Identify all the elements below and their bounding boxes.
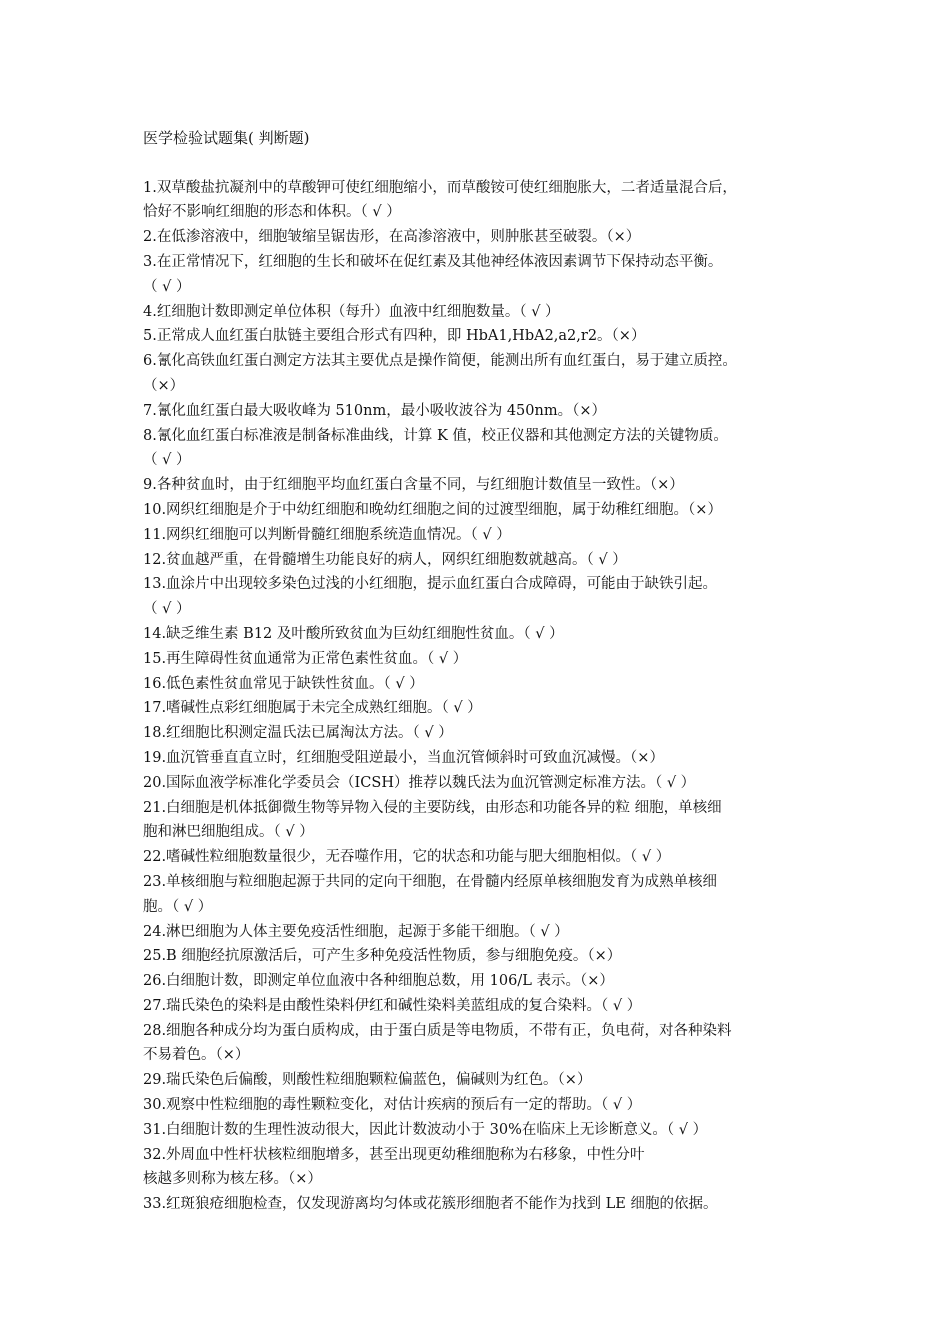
text-line: 25.B 细胞经抗原激活后，可产生多种免疫活性物质，参与细胞免疫。（×） [143, 948, 622, 965]
text-line: 核越多则称为核左移。（×） [143, 1171, 322, 1188]
text-line: 28.细胞各种成分均为蛋白质构成，由于蛋白质是等电物质，不带有正，负电荷，对各种染料 [143, 1022, 732, 1039]
text-line: 5.正常成人血红蛋白肽链主要组合形式有四种，即 HbA1,HbA2,a2,r2。（×） [143, 328, 646, 345]
text-line: 16.低色素性贫血常见于缺铁性贫血。（ √ ） [143, 675, 424, 692]
text-line: （×） [143, 377, 185, 394]
text-line: 22.嗜碱性粒细胞数量很少，无吞噬作用，它的状态和功能与肥大细胞相似。（ √ ） [143, 849, 671, 866]
text-line: 30.观察中性粒细胞的毒性颗粒变化，对估计疾病的预后有一定的帮助。（ √ ） [143, 1097, 642, 1114]
text-line: 29.瑞氏染色后偏酸，则酸性粒细胞颗粒偏蓝色，偏碱则为红色。（×） [143, 1072, 592, 1089]
text-line: 胞和淋巴细胞组成。（ √ ） [143, 824, 314, 841]
text-line: 3.在正常情况下，红细胞的生长和破坏在促红素及其他神经体液因素调节下保持动态平衡。 [143, 253, 723, 270]
text-line: 不易着色。（×） [143, 1047, 250, 1064]
document-page [143, 126, 815, 1217]
question-list [143, 176, 815, 1217]
text-line: 15.再生障碍性贫血通常为正常色素性贫血。（ √ ） [143, 650, 468, 667]
text-line: 32.外周血中性杆状核粒细胞增多，甚至出现更幼稚细胞称为右移象，中性分叶 [143, 1146, 645, 1163]
text-line: 6.氰化高铁血红蛋白测定方法其主要优点是操作简便，能测出所有血红蛋白，易于建立质控。 [143, 353, 737, 370]
text-line: （ √ ） [143, 452, 191, 469]
text-line: 18.红细胞比积测定温氏法已属淘汰方法。（ √ ） [143, 725, 453, 742]
text-line: 17.嗜碱性点彩红细胞属于未完全成熟红细胞。（ √ ） [143, 700, 482, 717]
text-line: 20.国际血液学标准化学委员会（ICSH）推荐以魏氏法为血沉管测定标准方法。（ √ ） [143, 774, 696, 791]
text-line: 19.血沉管垂直直立时，红细胞受阻逆最小，当血沉管倾斜时可致血沉减慢。（×） [143, 749, 664, 766]
text-line: 23.单核细胞与粒细胞起源于共同的定向干细胞，在骨髓内经原单核细胞发育为成熟单核细 [143, 873, 718, 890]
text-line: （ √ ） [143, 278, 191, 295]
text-line: 14.缺乏维生素 B12 及叶酸所致贫血为巨幼红细胞性贫血。（ √ ） [143, 625, 564, 642]
text-line: 8.氰化血红蛋白标准液是制备标准曲线，计算 K 值，校正仪器和其他测定方法的关键物质。 [143, 427, 728, 444]
text-line: 12.贫血越严重，在骨髓增生功能良好的病人，网织红细胞数就越高。（ √ ） [143, 551, 627, 568]
text-line: 2.在低渗溶液中，细胞皱缩呈锯齿形，在高渗溶液中，则肿胀甚至破裂。（×） [143, 229, 641, 246]
document-title: 医学检验试题集( 判断题) [143, 129, 310, 147]
text-line: 1.双草酸盐抗凝剂中的草酸钾可使红细胞缩小，而草酸铵可使红细胞胀大，二者适量混合后， [143, 179, 737, 196]
text-line: 4.红细胞计数即测定单位体积（每升）血液中红细胞数量。（ √ ） [143, 303, 560, 320]
text-line: 31.白细胞计数的生理性波动很大，因此计数波动小于 30%在临床上无诊断意义。（ √ ） [143, 1121, 708, 1138]
text-line: 恰好不影响红细胞的形态和体积。（ √ ） [143, 204, 401, 221]
text-line: 10.网织红细胞是介于中幼红细胞和晚幼红细胞之间的过渡型细胞，属于幼稚红细胞。（×） [143, 501, 722, 518]
text-line: 9.各种贫血时，由于红细胞平均血红蛋白含量不同，与红细胞计数值呈一致性。（×） [143, 477, 684, 494]
text-line: 26.白细胞计数，即测定单位血液中各种细胞总数，用 106/L 表示。（×） [143, 973, 614, 990]
text-line: （ √ ） [143, 601, 191, 618]
text-line: 胞。（ √ ） [143, 898, 213, 915]
text-line: 13.血涂片中出现较多染色过浅的小红细胞，提示血红蛋白合成障碍，可能由于缺铁引起。 [143, 576, 718, 593]
text-line: 21.白细胞是机体抵御微生物等异物入侵的主要防线，由形态和功能各异的粒 细胞，单核细 [143, 799, 722, 816]
text-line: 11.网织红细胞可以判断骨髓红细胞系统造血情况。（ √ ） [143, 526, 511, 543]
text-line: 7.氰化血红蛋白最大吸收峰为 510nm，最小吸收波谷为 450nm。（×） [143, 402, 606, 419]
text-line: 24.淋巴细胞为人体主要免疫活性细胞，起源于多能干细胞。（ √ ） [143, 923, 569, 940]
text-line: 33.红斑狼疮细胞检查，仅发现游离均匀体或花簇形细胞者不能作为找到 LE 细胞的依据。 [143, 1196, 718, 1213]
text-line: 27.瑞氏染色的染料是由酸性染料伊红和碱性染料美蓝组成的复合染料。（ √ ） [143, 997, 642, 1014]
